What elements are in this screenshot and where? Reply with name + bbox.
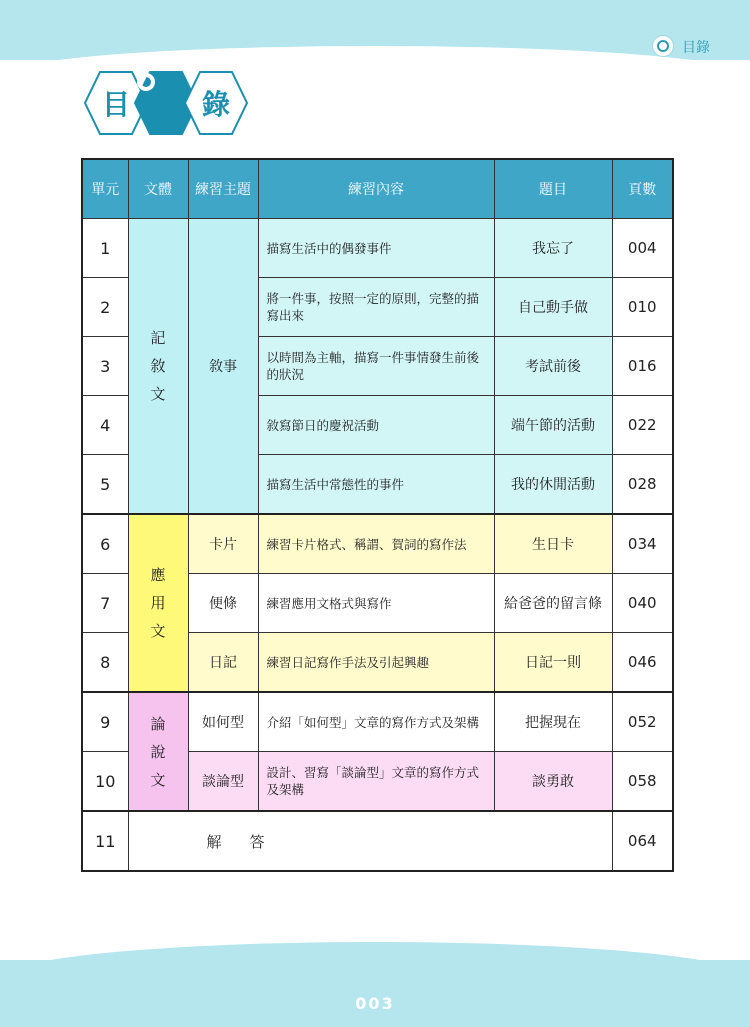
lesson-title: 把握現在 [494,692,612,752]
unit-number: 8 [82,633,128,693]
theme-narration: 敘事 [188,219,258,515]
content-text: 練習應用文格式與寫作 [258,574,494,633]
column-header-title: 題目 [494,159,612,219]
lesson-title: 我的休閒活動 [494,455,612,515]
content-text: 敘寫節日的慶祝活動 [258,396,494,455]
footer-page-number: 003 [355,994,395,1013]
content-text: 練習日記寫作手法及引起興趣 [258,633,494,693]
genre-narrative: 記 敘 文 [128,219,188,515]
unit-number: 2 [82,278,128,337]
unit-number: 9 [82,692,128,752]
page-number: 016 [612,337,673,396]
top-decorative-band [0,0,750,60]
content-text: 設計、習寫「談論型」文章的寫作方式及架構 [258,752,494,812]
unit-number: 11 [82,811,128,871]
page-number: 022 [612,396,673,455]
lesson-title: 談勇敢 [494,752,612,812]
content-text: 介紹「如何型」文章的寫作方式及架構 [258,692,494,752]
genre-argumentative: 論 說 文 [128,692,188,811]
unit-number: 3 [82,337,128,396]
column-header-unit: 單元 [82,159,128,219]
lesson-title: 自己動手做 [494,278,612,337]
lesson-title: 生日卡 [494,514,612,574]
bottom-band-wave [0,942,750,978]
unit-number: 10 [82,752,128,812]
page-number: 046 [612,633,673,693]
lesson-title: 給爸爸的留言條 [494,574,612,633]
theme-label: 卡片 [188,514,258,574]
page-number: 052 [612,692,673,752]
content-text: 將一件事，按照一定的原則，完整的描寫出來 [258,278,494,337]
column-header-content: 練習內容 [258,159,494,219]
answer-row [82,811,673,871]
unit-number: 7 [82,574,128,633]
theme-label: 如何型 [188,692,258,752]
lesson-title: 考試前後 [494,337,612,396]
page-number: 064 [612,811,673,871]
content-text: 描寫生活中常態性的事件 [258,455,494,515]
table-of-contents [81,158,674,872]
genre-practical: 應 用 文 [128,514,188,692]
header-section-title: 目錄 [682,40,710,56]
content-text: 描寫生活中的偶發事件 [258,219,494,278]
page-number: 034 [612,514,673,574]
lesson-title: 日記一則 [494,633,612,693]
theme-label: 日記 [188,633,258,693]
column-header-theme: 練習主題 [188,159,258,219]
unit-number: 1 [82,219,128,278]
theme-label: 便條 [188,574,258,633]
column-header-genre: 文體 [128,159,188,219]
ring-icon [652,35,674,57]
table-row [82,514,673,574]
table-row [82,219,673,278]
unit-number: 4 [82,396,128,455]
lesson-title: 端午節的活動 [494,396,612,455]
content-text: 以時間為主軸，描寫一件事情發生前後的狀況 [258,337,494,396]
answer-label: 解答 [128,811,612,871]
lesson-title: 我忘了 [494,219,612,278]
unit-number: 5 [82,455,128,515]
table-row [82,692,673,752]
page-number: 028 [612,455,673,515]
page-number: 040 [612,574,673,633]
unit-number: 6 [82,514,128,574]
heading-hexagon-right [184,70,248,136]
heading-char-right: 錄 [201,88,230,121]
table-header-row [82,159,673,219]
page-number: 004 [612,219,673,278]
page-number: 058 [612,752,673,812]
heading-char-left: 目 [101,88,130,121]
content-text: 練習卡片格式、稱謂、賀詞的寫作法 [258,514,494,574]
column-header-page: 頁數 [612,159,673,219]
theme-label: 談論型 [188,752,258,812]
page-number: 010 [612,278,673,337]
